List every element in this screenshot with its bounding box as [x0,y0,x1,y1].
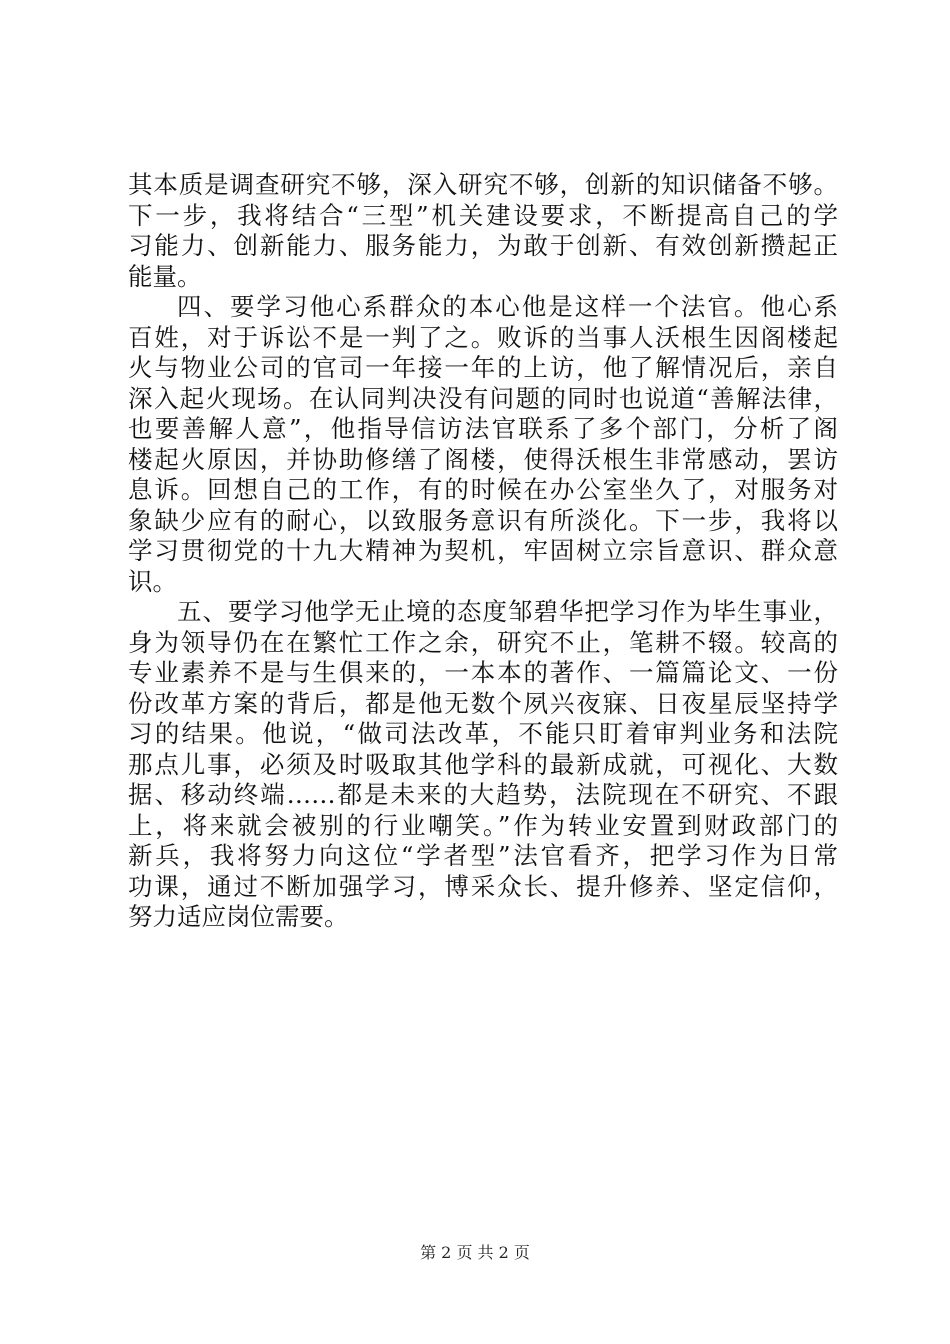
document-body [128,170,838,933]
text-line: 能量。 [128,261,202,291]
text-line: 楼起火原因，并协助修缮了阁楼，使得沃根生非常感动，罢访 [128,444,838,474]
text-line: 份改革方案的背后，都是他无数个夙兴夜寐、日夜星辰坚持学 [128,688,838,718]
text-line: 其本质是调查研究不够，深入研究不够，创新的知识储备不够。 [128,170,838,199]
text-line: 火与物业公司的官司一年接一年的上访，他了解情况后，亲自 [128,353,838,382]
text-line: 上，将来就会被别的行业嘲笑。”作为转业安置到财政部门的 [128,810,838,840]
text-line: 四、要学习他心系群众的本心他是这样一个法官。他心系 [177,292,838,321]
text-line: 学习贯彻党的十九大精神为契机，牢固树立宗旨意识、群众意 [128,536,838,565]
text-line: 那点儿事，必须及时吸取其他学科的最新成就，可视化、大数 [128,749,838,779]
text-line: 百姓，对于诉讼不是一判了之。败诉的当事人沃根生因阁楼起 [128,322,838,352]
text-line: 息诉。回想自己的工作，有的时候在办公室坐久了，对服务对 [128,475,838,504]
page-footer: 第 2 页 共 2 页 [420,1243,530,1262]
text-line: 习能力、创新能力、服务能力，为敢于创新、有效创新攒起正 [128,231,838,260]
text-line: 据、移动终端……都是未来的大趋势，法院现在不研究、不跟 [128,780,838,809]
text-line: 功课，通过不断加强学习，博采众长、提升修养、坚定信仰， [128,871,838,901]
text-line: 习的结果。他说，“做司法改革，不能只盯着审判业务和法院 [128,719,838,748]
text-line: 专业素养不是与生俱来的，一本本的著作、一篇篇论文、一份 [128,658,838,687]
text-line: 努力适应岗位需要。 [128,902,349,931]
text-line: 下一步，我将结合“三型”机关建设要求，不断提高自己的学 [128,200,838,230]
text-line: 新兵，我将努力向这位“学者型”法官看齐，把学习作为日常 [128,841,838,870]
text-line: 识。 [128,566,177,596]
text-line: 五、要学习他学无止境的态度邹碧华把学习作为毕生事业， [177,597,838,626]
text-line: 也要善解人意”，他指导信访法官联系了多个部门，分析了阁 [128,414,838,443]
text-line: 象缺少应有的耐心，以致服务意识有所淡化。下一步，我将以 [128,505,838,535]
text-line: 深入起火现场。在认同判决没有问题的同时也说道“善解法律， [128,383,838,413]
text-line: 身为领导仍在在繁忙工作之余，研究不止，笔耕不辍。较高的 [128,627,838,657]
